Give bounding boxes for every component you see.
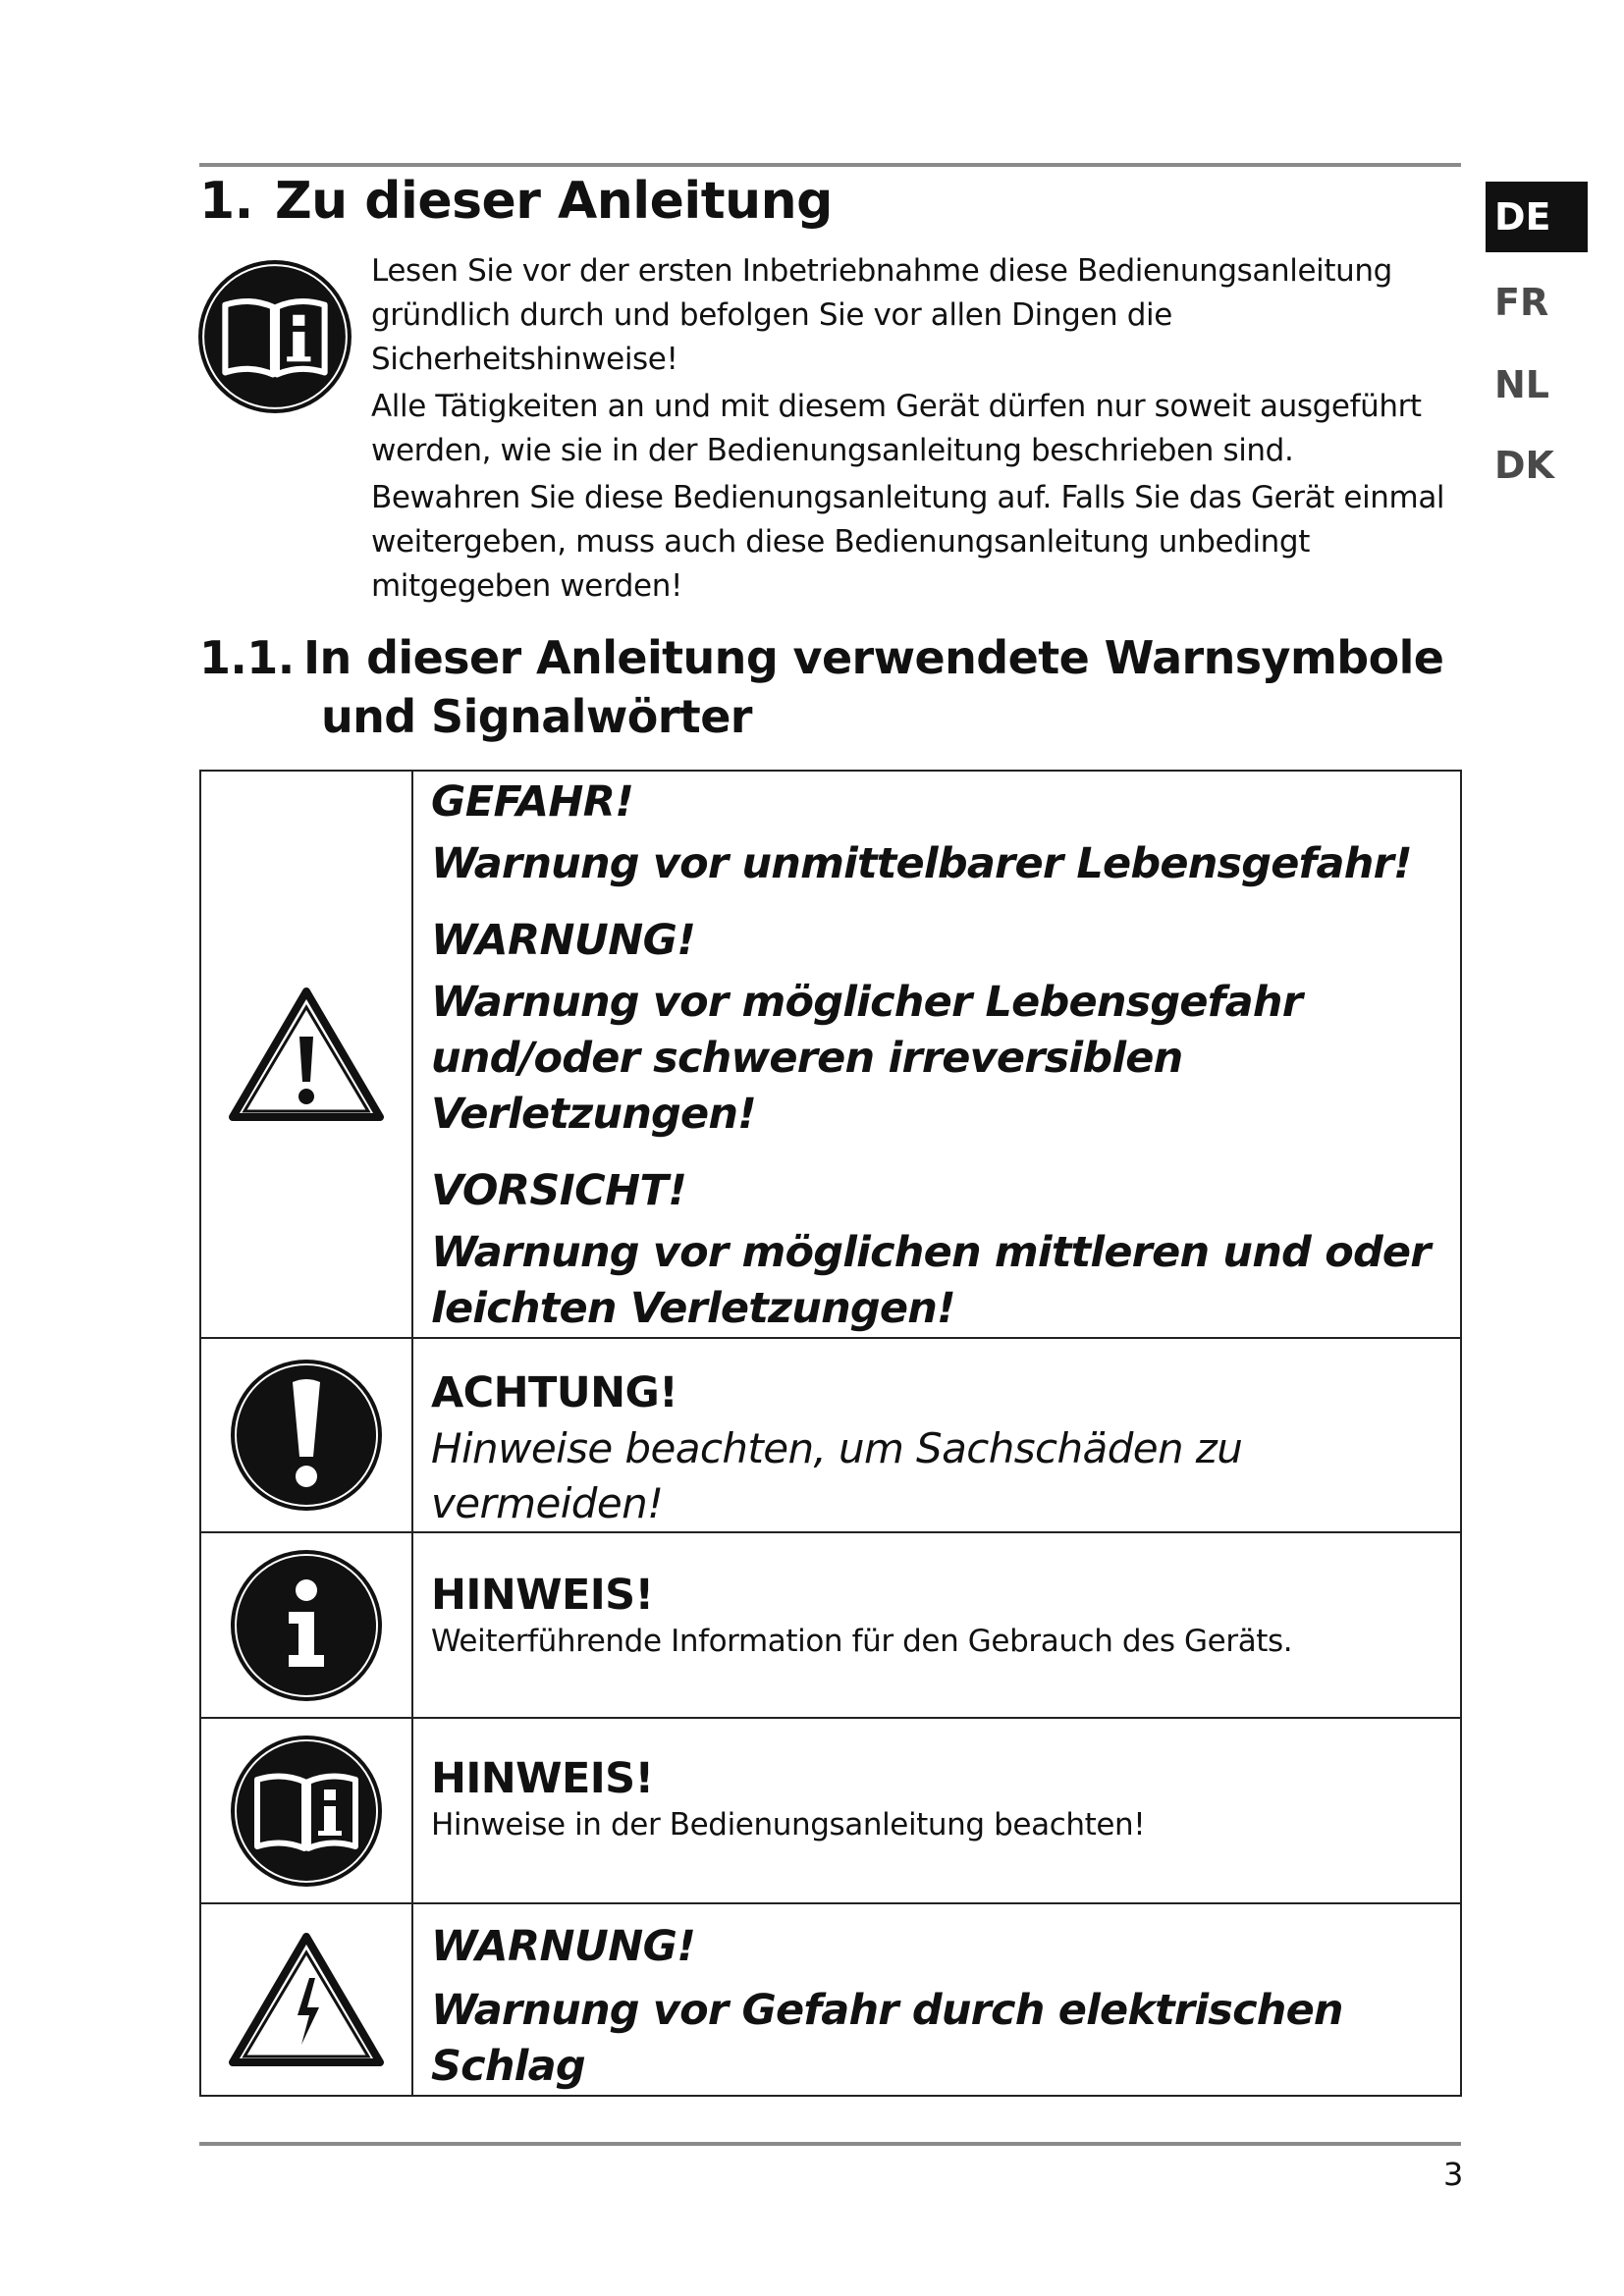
intro-paragraph: Alle Tätigkeiten an und mit diesem Gerät dürfen nur soweit ausgeführt werden, wie sie in der Bedienungsanleitung beschrieben sind. <box>371 389 1422 468</box>
table-row <box>200 1532 1461 1718</box>
warning-message: Warnung vor unmittelbarer Lebensgefahr! <box>431 839 1412 888</box>
icon-cell <box>200 1338 412 1532</box>
bottom-rule <box>199 2142 1461 2146</box>
text-cell <box>412 1718 1461 1903</box>
warning-symbols-table <box>199 770 1462 2097</box>
signal-word: HINWEIS! <box>431 1571 654 1620</box>
icon-cell <box>200 1532 412 1718</box>
warning-message: Warnung vor möglichen mittleren und oder leichten Verletzungen! <box>431 1228 1431 1333</box>
section-number: 1.1. <box>199 631 295 684</box>
warning-message: Hinweise beachten, um Sachschäden zu vermeiden! <box>431 1424 1243 1527</box>
section-title-line1: In dieser Anleitung verwendete Warnsymbole <box>303 631 1444 684</box>
intro-text <box>371 249 1461 609</box>
language-tab-de[interactable]: DE <box>1486 182 1588 252</box>
read-manual-icon <box>195 257 354 416</box>
electric-shock-icon <box>227 1931 386 2068</box>
text-cell <box>412 1338 1461 1532</box>
warning-message: Hinweise in der Bedienungsanleitung beachten! <box>431 1807 1146 1842</box>
page-number: 3 <box>1443 2156 1464 2193</box>
icon-cell <box>200 1718 412 1903</box>
section-title-line2: und Signalwörter <box>321 690 752 743</box>
intro-paragraph: Lesen Sie vor der ersten Inbetriebnahme diese Bedienungsanleitung gründlich durch und befolgen Sie vor allen Dingen die Sicherheitshinweise! <box>371 253 1392 377</box>
signal-word: WARNUNG! <box>431 916 696 965</box>
read-manual-icon <box>228 1733 385 1890</box>
intro-paragraph: Bewahren Sie diese Bedienungsanleitung auf. Falls Sie das Gerät einmal weitergeben, muss auch diese Bedienungsanleitung unbedingt mitgegeben werden! <box>371 480 1445 604</box>
warning-message: Warnung vor möglicher Lebensgefahr und/oder schweren irreversiblen Verletzungen! <box>431 978 1303 1139</box>
section-heading <box>199 628 1443 746</box>
signal-word: WARNUNG! <box>431 1922 696 1971</box>
text-cell <box>412 771 1461 1338</box>
top-rule <box>199 163 1461 167</box>
info-circle-icon <box>228 1547 385 1704</box>
text-cell <box>412 1532 1461 1718</box>
table-row <box>200 1718 1461 1903</box>
text-cell <box>412 1903 1461 2096</box>
signal-word: ACHTUNG! <box>431 1368 678 1417</box>
signal-word: GEFAHR! <box>431 777 634 827</box>
warning-message: Weiterführende Information für den Gebrauch des Geräts. <box>431 1624 1293 1659</box>
language-tab-nl[interactable]: NL <box>1494 363 1550 406</box>
page-title <box>199 172 833 231</box>
icon-cell <box>200 1903 412 2096</box>
language-tab-fr[interactable]: FR <box>1494 281 1549 324</box>
table-row <box>200 1338 1461 1532</box>
heading-number: 1. <box>199 172 253 231</box>
heading-title: Zu dieser Anleitung <box>274 172 833 231</box>
table-row <box>200 1903 1461 2096</box>
icon-cell <box>200 771 412 1338</box>
language-tab-dk[interactable]: DK <box>1494 444 1554 487</box>
signal-word: VORSICHT! <box>431 1166 687 1215</box>
exclamation-circle-icon <box>228 1357 385 1514</box>
table-row <box>200 771 1461 1338</box>
warning-triangle-icon <box>227 986 386 1123</box>
signal-word: HINWEIS! <box>431 1754 654 1803</box>
warning-message: Warnung vor Gefahr durch elektrischen Schlag <box>431 1986 1343 2091</box>
